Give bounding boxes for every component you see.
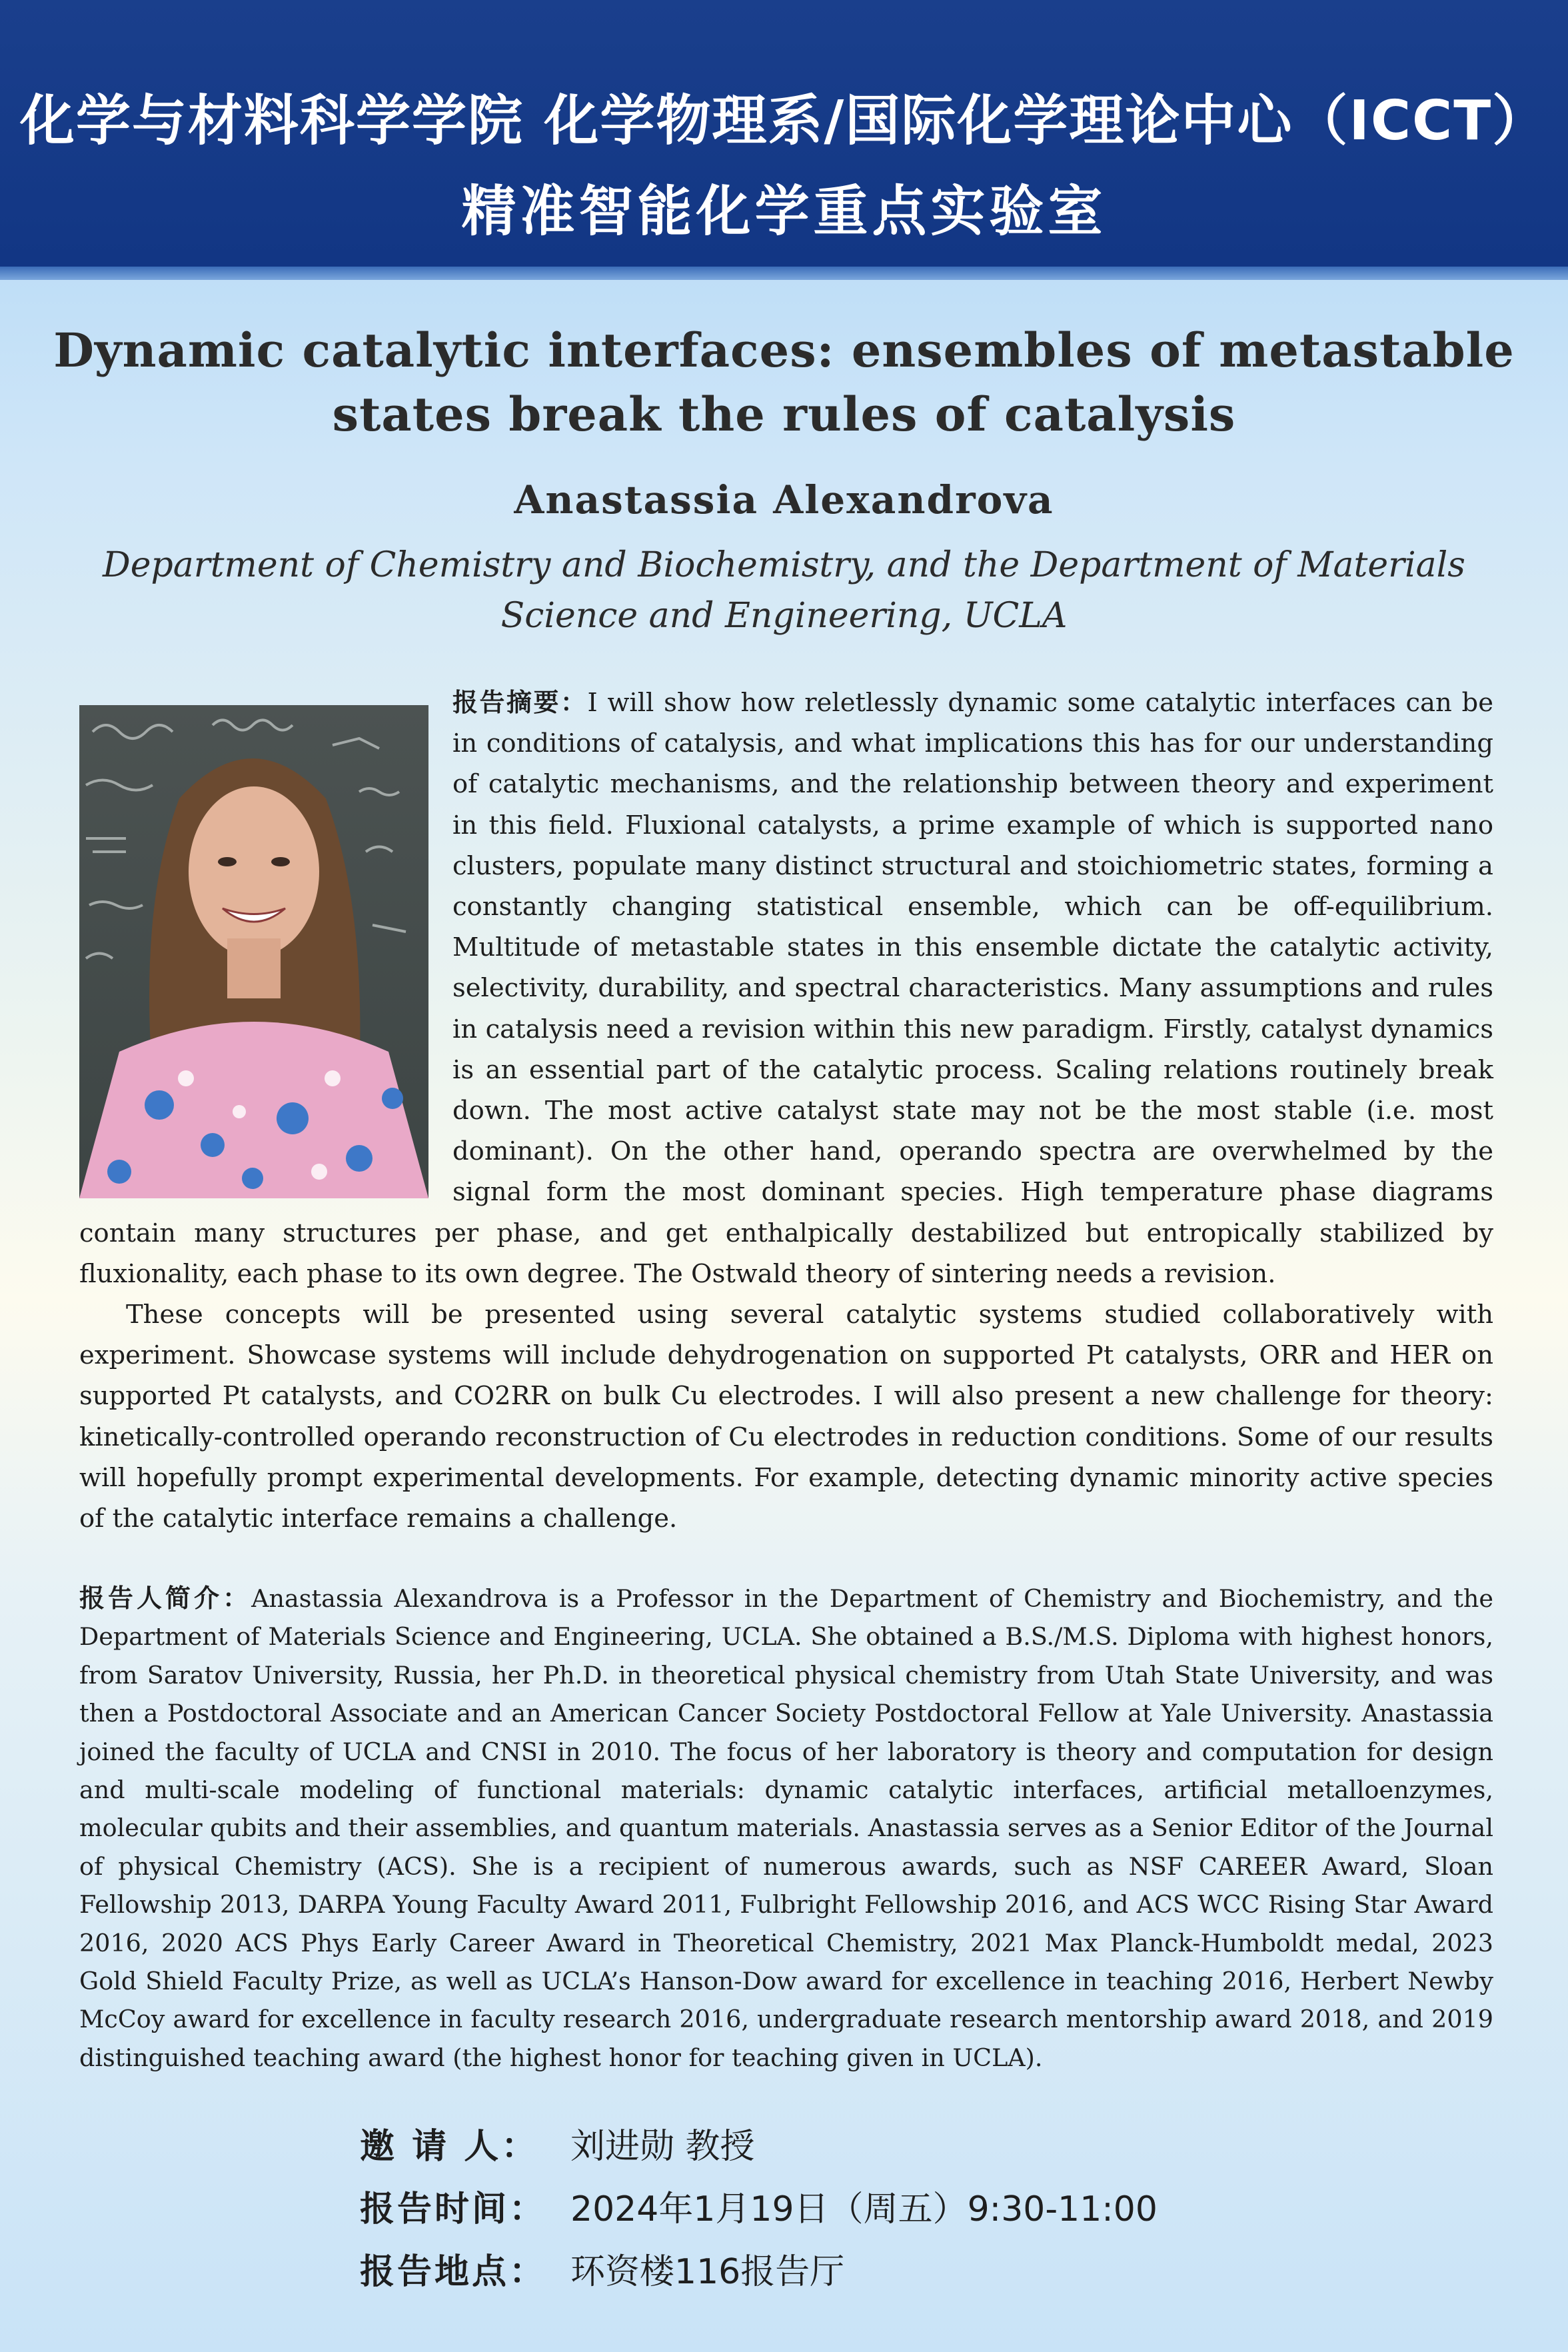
event-info xyxy=(360,2115,1158,2303)
abstract-paragraph-1 xyxy=(79,682,1493,1294)
bio-label: 报告人简介： xyxy=(79,1584,252,1613)
inviter-label: 邀 请 人： xyxy=(360,2127,539,2167)
time-value: 2024年1月19日（周五）9:30-11:00 xyxy=(570,2189,1158,2229)
place-label: 报告地点： xyxy=(360,2252,547,2292)
header-institution: 化学与材料科学学院 化学物理系/国际化学理论中心（ICCT） xyxy=(19,89,1549,153)
bio-paragraph xyxy=(79,1580,1493,2077)
bio-section xyxy=(79,1580,1493,2077)
photo-spacer xyxy=(79,682,452,1178)
abstract-text-1: I will show how reletlessly dynamic some catalytic interfaces can be in conditions of catalysis, and what implications this has for our understanding of catalytic mechanisms, and the relationship between theory and experiment in this field. Fluxional catalysts, a prime example of which is supported nano clusters, populate many distinct structural and stoichiometric states, forming a constantly changing statistical ensemble, which can be off-equilibrium. Multitude of metastable states in this ensemble dictate the catalytic activity, selectivity, durability, and spectral characteristics. Many assumptions and rules in catalysis need a revision within this new paradigm. Firstly, catalyst dynamics is an essential part of the catalytic process. Scaling relations routinely break down. The most active catalyst state may not be the most stable (i.e. most dominant). On the other hand, operando spectra are overwhelmed by the signal form the most dominant species. High temperature phase diagrams contain many structures per phase, and get enthalpically destabilized but entropically stabilized by fluxionality, each phase to its own degree. The Ostwald theory of sintering needs a revision. xyxy=(79,688,1493,1289)
header-divider xyxy=(0,267,1568,280)
abstract-paragraph-2: These concepts will be presented using several catalytic systems studied collaboratively with experiment. Showcase systems will include dehydrogenation on supported Pt catalysts, ORR and HER on supported Pt catalysts, and CO2RR on bulk Cu electrodes. I will also present a new challenge for theory: kinetically-controlled operando reconstruction of Cu electrodes in reduction conditions. Some of our results will hopefully prompt experimental developments. For example, detecting dynamic minority active species of the catalytic interface remains a challenge. xyxy=(79,1300,1493,1534)
time-label: 报告时间： xyxy=(360,2189,547,2229)
inviter-value: 刘进勋 教授 xyxy=(570,2127,755,2167)
time-row xyxy=(360,2178,1158,2241)
header-lab-name: 精准智能化学重点实验室 xyxy=(461,180,1107,243)
abstract-section xyxy=(79,682,1493,1539)
header-banner xyxy=(0,0,1568,267)
speaker-affiliation: Department of Chemistry and Biochemistry, and the Department of Materials Science and Engineering, UCLA xyxy=(103,545,1465,636)
bio-text: Anastassia Alexandrova is a Professor in the Department of Chemistry and Biochemistry, and the Department of Materials Science and Engineering, UCLA. She obtained a B.S./M.S. Diploma with highest honors, from Saratov University, Russia, her Ph.D. in theoretical physical chemistry from Utah State University, and was then a Postdoctoral Associate and an American Cancer Society Postdoctoral Fellow at Yale University. Anastassia joined the faculty of UCLA and CNSI in 2010. The focus of her laboratory is theory and computation for design and multi-scale modeling of functional materials: dynamic catalytic interfaces, artificial metalloenzymes, molecular qubits and their assemblies, and quantum materials. Anastassia serves as a Senior Editor of the Journal of physical Chemistry (ACS). She is a recipient of numerous awards, such as NSF CAREER Award, Sloan Fellowship 2013, DARPA Young Faculty Award 2011, Fulbright Fellowship 2016, and ACS WCC Rising Star Award 2016, 2020 ACS Phys Early Career Award in Theoretical Chemistry, 2021 Max Planck-Humboldt medal, 2023 Gold Shield Faculty Prize, as well as UCLA’s Hanson-Dow award for excellence in teaching 2016, Herbert Newby McCoy award for excellence in faculty research 2016, undergraduate research mentorship award 2018, and 2019 distinguished teaching award (the highest honor for teaching given in UCLA). xyxy=(79,1584,1493,2072)
speaker-name: Anastassia Alexandrova xyxy=(514,477,1054,523)
place-value: 环资楼116报告厅 xyxy=(570,2252,845,2292)
abstract-label: 报告摘要： xyxy=(452,688,588,717)
talk-title: Dynamic catalytic interfaces: ensembles of metastable states break the rules of catalysis xyxy=(53,323,1515,442)
place-row xyxy=(360,2241,1158,2303)
inviter-row xyxy=(360,2115,1158,2178)
